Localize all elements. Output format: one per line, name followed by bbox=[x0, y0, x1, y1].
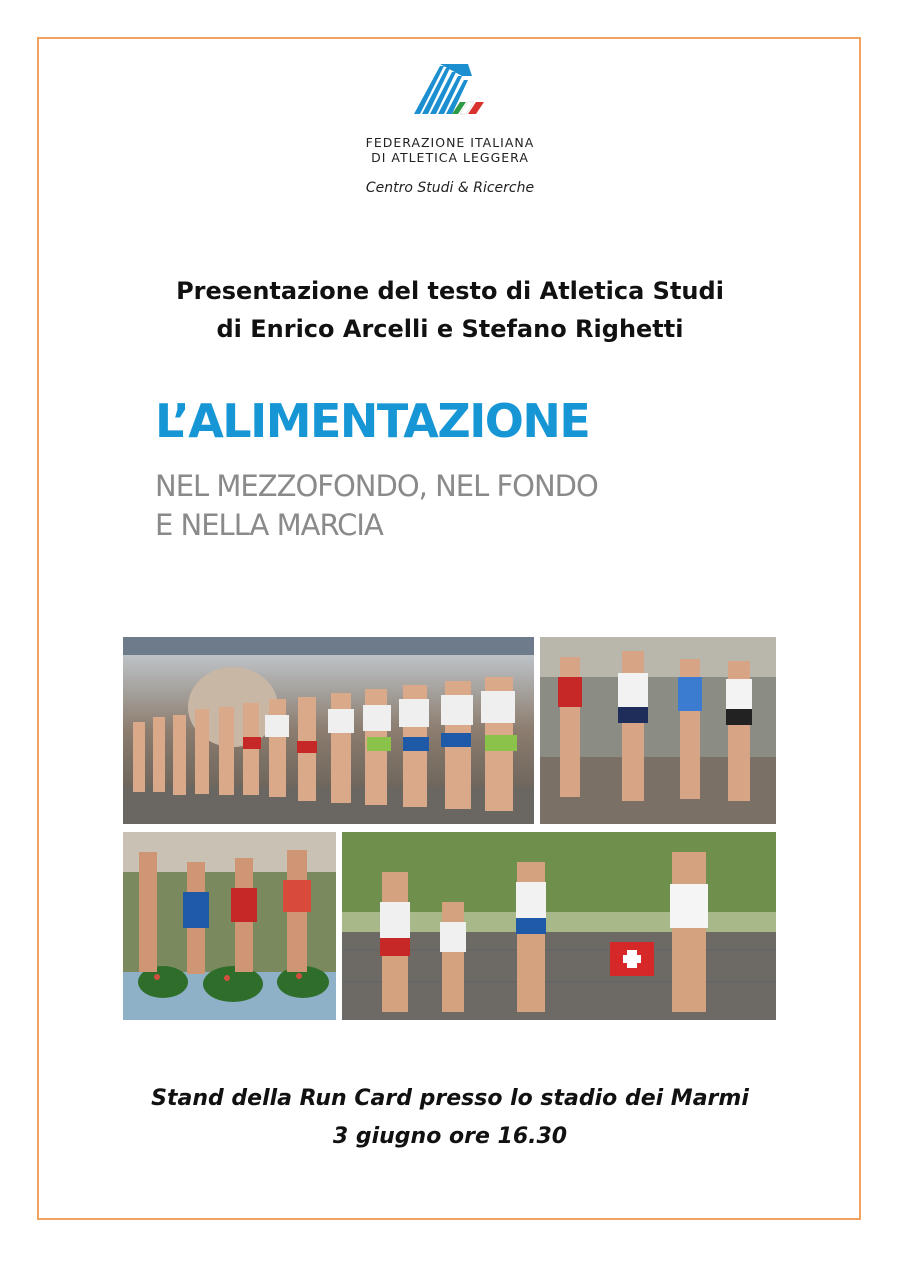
department-name: Centro Studi & Ricerche bbox=[365, 180, 535, 196]
organization-line-2: DI ATLETICA LEGGERA bbox=[371, 150, 529, 165]
presentation-line-2: di Enrico Arcelli e Stefano Righetti bbox=[216, 315, 684, 343]
organization-line-1: FEDERAZIONE ITALIANA bbox=[365, 135, 535, 150]
photo-steeplechase-water-jump bbox=[123, 832, 336, 1020]
photo-female-runners-race bbox=[540, 637, 776, 824]
book-subtitle bbox=[155, 467, 598, 545]
event-details bbox=[0, 1080, 900, 1156]
book-subtitle-line-1: NEL MEZZOFONDO, NEL FONDO bbox=[155, 469, 598, 503]
photo-walkers-race-start bbox=[123, 637, 534, 824]
book-title: L’ALIMENTAZIONE bbox=[155, 394, 590, 448]
event-location: Stand della Run Card presso lo stadio dei Marmi bbox=[151, 1086, 749, 1111]
photo-runners-city-road bbox=[342, 832, 776, 1020]
book-subtitle-line-2: E NELLA MARCIA bbox=[155, 508, 383, 542]
event-datetime: 3 giugno ore 16.30 bbox=[332, 1124, 568, 1149]
page-frame bbox=[37, 37, 861, 1220]
fidal-logo bbox=[412, 64, 490, 118]
presentation-line-1: Presentazione del testo di Atletica Studi bbox=[176, 277, 724, 305]
organization-name bbox=[0, 135, 900, 165]
presentation-heading bbox=[0, 272, 900, 348]
